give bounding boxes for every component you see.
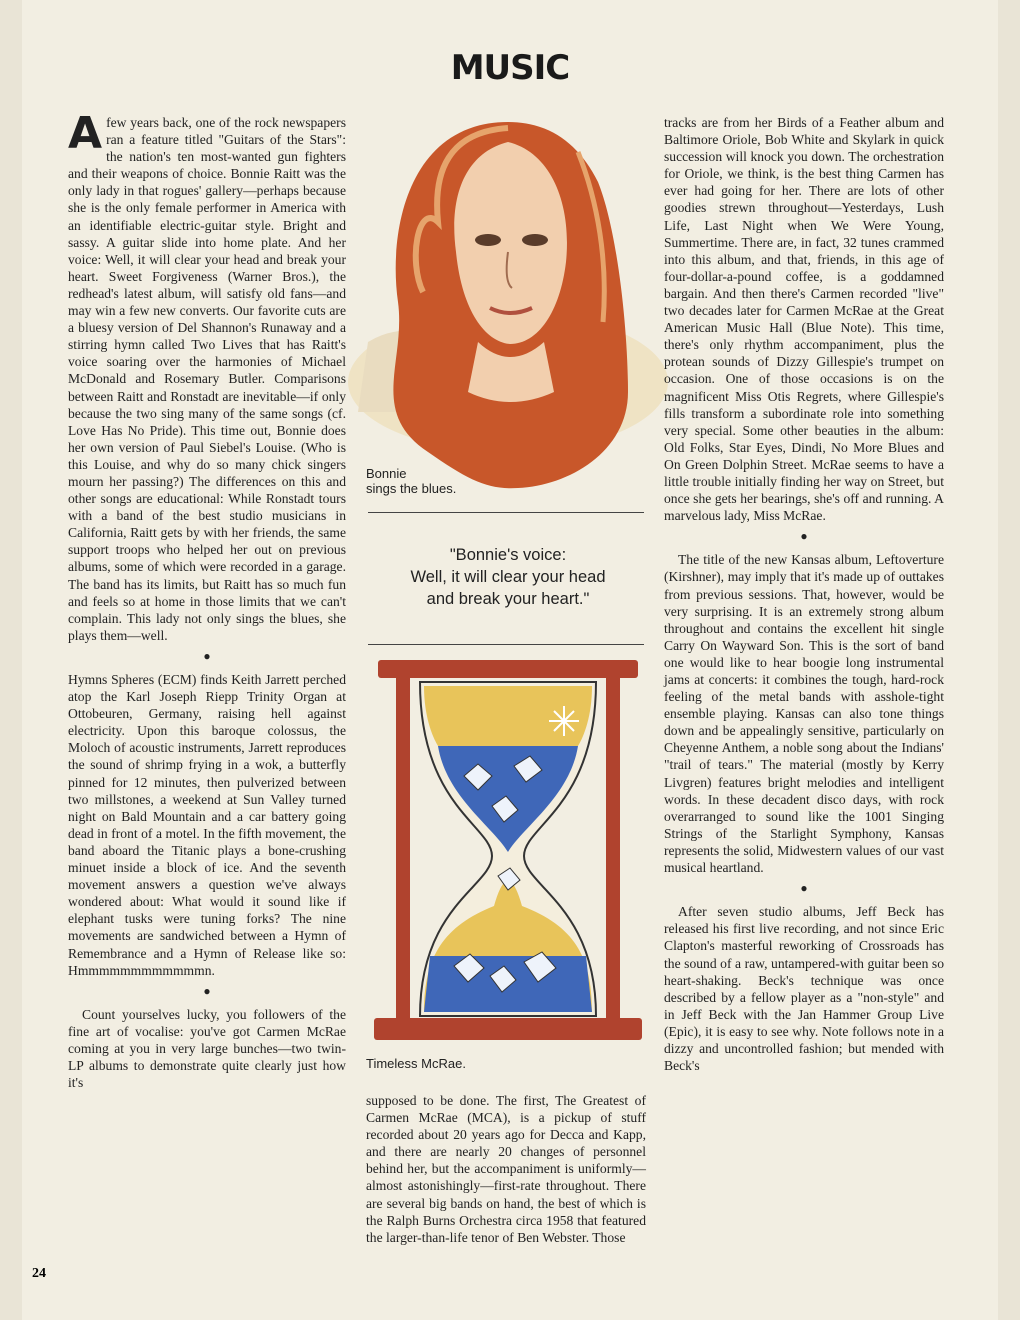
caption-line-1: Bonnie bbox=[366, 466, 407, 481]
mcrae-review-continued: supposed to be done. The first, The Greatest of Carmen McRae (MCA), is a pickup of stuff recorded about 20 years ago for Decca and Kapp, and there are nearly 20 changes of personnel behind her, but the accompaniment is uniformly—almost astonishingly—first-rate throughout. There are several big bands on hand, the best of which is the Ralph Burns Orchestra circa 1958 that featured the larger-than-life tenor of Ben Webster. Those bbox=[366, 1093, 646, 1245]
mcrae-review-end: tracks are from her Birds of a Feather album and Baltimore Oriole, Bob White and Skylark in quick succession will knock you down. The orchestration for Oriole, we think, is the best thing Carmen has ever had going for her. There are lots of other goodies strewn throughout—Yesterdays, Lush Life, Last Night when We Were Young, Summertime. There are, in fact, 32 tunes crammed into this album, and that, friends, in this age of four-dollar-a-pound coffee, is a goddamned bargain. And then there's Carmen recorded "live" two decades later for Carmen McRae at the Great American Music Hall (Blue Note). This time, there's only rhythm accompaniment, plus the protean sounds of Dizzy Gillespie's trumpet on occasion. One of those occasions is on the magnificent Miss Otis Regrets, where Gillespie's fills transform a subordinate role into something very special. Some other beauties in the album: Old Folks, Star Eyes, Dindi, No More Blues and On Green Dolphin Street. McRae seems to have a little trouble initially finding her way on Street, but once she gets her bearings, she's off and running. A marvelous lady, Miss McRae. bbox=[664, 115, 944, 524]
quote-rule-top bbox=[368, 512, 644, 513]
section-title: MUSIC bbox=[450, 48, 570, 88]
pull-quote-line-1: "Bonnie's voice: bbox=[449, 546, 567, 564]
bonnie-raitt-illustration bbox=[328, 112, 678, 490]
magazine-page bbox=[22, 0, 998, 1320]
caption-line-2: sings the blues. bbox=[366, 481, 457, 496]
raitt-review bbox=[68, 108, 346, 644]
mcrae-review-start: Count yourselves lucky, you followers of the fine art of vocalise: you've got Carmen McRae coming at you in very large bunches—two twin-LP albums to demonstrate quite clearly just how it's bbox=[68, 1006, 346, 1091]
column-2 bbox=[366, 1092, 646, 1246]
bonnie-caption bbox=[366, 466, 456, 496]
section-divider-bullet: ● bbox=[203, 983, 211, 998]
column-3 bbox=[664, 114, 944, 1074]
column-1 bbox=[68, 108, 346, 1091]
pull-quote-line-3: and break your heart." bbox=[426, 590, 590, 608]
hourglass-illustration bbox=[374, 656, 642, 1048]
page-number: 24 bbox=[32, 1266, 46, 1281]
section-divider-bullet: ● bbox=[800, 881, 808, 896]
pull-quote-line-2: Well, it will clear your head bbox=[410, 568, 606, 586]
kansas-review: The title of the new Kansas album, Leftoverture (Kirshner), may imply that it's made up of outtakes from previous sessions. That, however, would be very surprising. It is an extremely strong album throughout and contains the excellent hit single Carry On Wayward Son. This is the sort of band one would like to hear boogie long instrumental jams at concerts: it combines the tough, hard-rock feeling of the metal bands with asshole-tight ensemble playing. Kansas can also tone things down and be appealingly sensitive, particularly on Cheyenne Anthem, a noble song about the Indians' "trail of tears." The material (mostly by Kerry Livgren) features bright melodies and intelligent words. In these decadent disco days, with rock overarranged to sound like the 1001 Singing Strings of the Starlight Symphony, Kansas represents the solid, Midwestern values of our vast musical heartland. bbox=[664, 552, 944, 876]
raitt-review-text: few years back, one of the rock newspapers ran a feature titled "Guitars of the Stars": the nation's ten most-wanted gun fighters and their weapons of choice. Bonnie Raitt was the only lady in that rogues' gallery—perhaps because she is the only female performer in America with an identifiable electric-guitar style. Bright and sassy. A guitar slide into home plate. And her voice: Well, it will clear your head and break your heart. Sweet Forgiveness (Warner Bros.), the redhead's latest album, will satisfy old fans—and may win a few new converts. Our favorite cuts are a bluesy version of Del Shannon's Runaway and a stirring hymn called Two Lives that has Raitt's voice soaring over the harmonies of Michael McDonald and Rosemary Butler. Comparisons between Raitt and Ronstadt are inevitable—if only because the two sing many of the same songs (cf. Love Has No Pride). This time out, Bonnie does her own version of Paul Siebel's Louise. (Who is this Louise, and why do so many chick singers mourn her passing?) The differences on this and other songs are educational: While Ronstadt tours with a band of the best studio musicians in California, Raitt gets by with her friends, the same support troops who helped her out on previous albums, some of which were recorded in a garage. The band has its limits, but Raitt has so much fun and feels so at home in those limits that we can't complain. This lady not only sings the blues, she plays them—well. bbox=[68, 115, 346, 643]
quote-rule-bottom bbox=[368, 644, 644, 645]
mcrae-caption: Timeless McRae. bbox=[366, 1056, 466, 1071]
drop-cap: A bbox=[68, 108, 103, 159]
jarrett-review: Hymns Spheres (ECM) finds Keith Jarrett perched atop the Karl Joseph Riepp Trinity Organ at Ottobeuren, Germany, raising hell against electricity. Upon this baroque colossus, the Moloch of acoustic instruments, Jarrett reproduces the sound of shrimp frying in a wok, a butterfly pinned for 12 minutes, then pulverized between two millstones, a weekend at Sun Valley turned night on Bald Mountain and a car battery going dead in front of a motel. In the fifth movement, the band aboard the Titanic plays a bone-crushing minuet inside a block of ice. And the seventh movement answers a question we've always wondered about: What would it sound like if elephant tusks were tuning forks? The nine movements are sandwiched between a Hymn of Remembrance and a Hymn of Release like so: Hmmmmmmmmmmmmn. bbox=[68, 672, 346, 978]
pull-quote bbox=[368, 544, 648, 610]
beck-review: After seven studio albums, Jeff Beck has released his first live recording, and not since Eric Clapton's masterful reworking of Crossroads has the sound of a raw, untampered-with guitar been so heart-shaking. Beck's technique was once described by a fellow player as a "non-style" and in Jeff Beck with the Jan Hammer Group Live (Epic), it is easy to see why. Note follows note in a dizzy and uncontrolled fashion; but mended with Beck's bbox=[664, 904, 944, 1074]
section-divider-bullet: ● bbox=[800, 529, 808, 544]
section-divider-bullet: ● bbox=[203, 648, 211, 663]
